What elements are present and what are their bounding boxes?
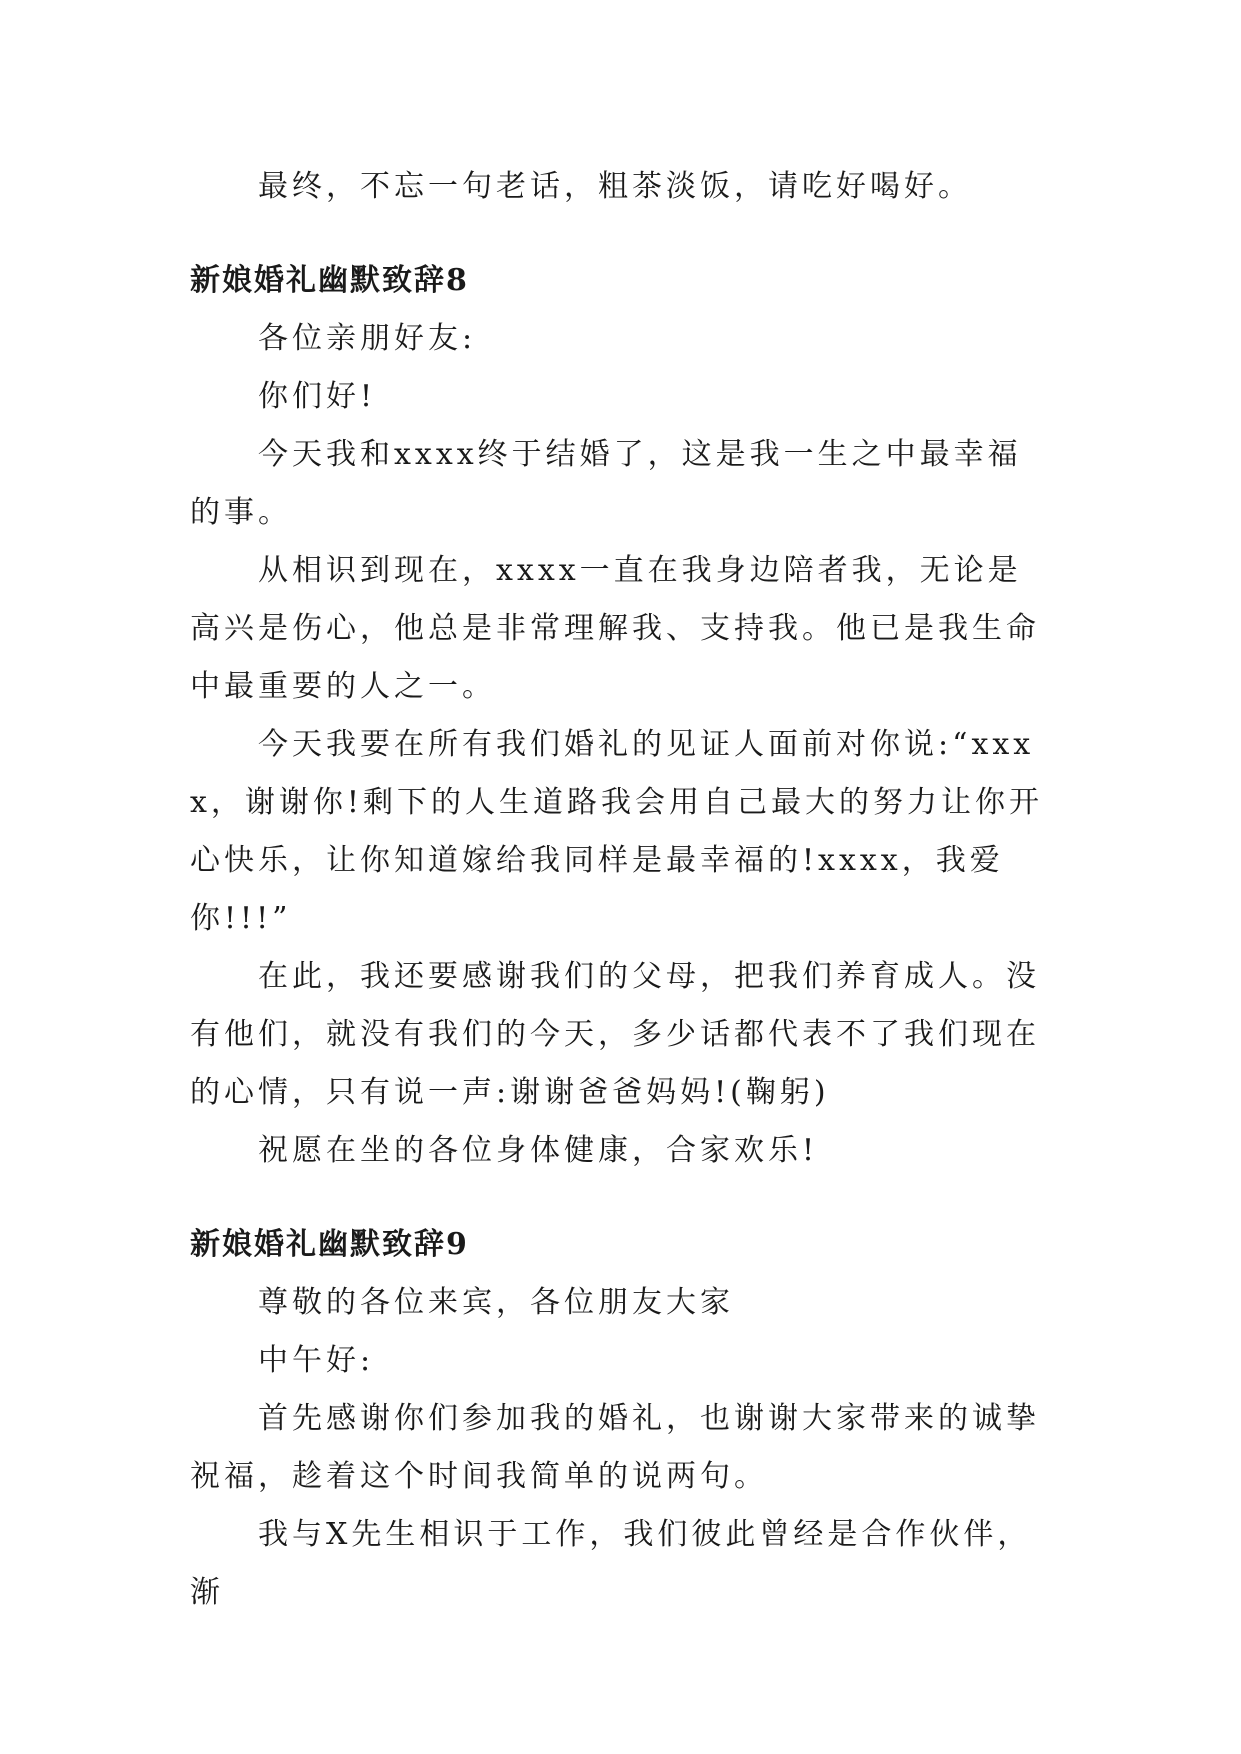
paragraph-9-2: 中午好: [258, 1343, 375, 1378]
section-heading-9: 新娘婚礼幽默致辞9 [190, 1227, 469, 1262]
paragraph-8-7: 祝愿在坐的各位身体健康，合家欢乐! [258, 1133, 819, 1168]
paragraph-9-3: 首先感谢你们参加我的婚礼，也谢谢大家带来的诚挚祝福，趁着这个时间我简单的说两句。 [190, 1401, 1040, 1494]
paragraph-9-1: 尊敬的各位来宾，各位朋友大家 [258, 1285, 734, 1320]
paragraph-9-4: 我与X先生相识于工作，我们彼此曾经是合作伙伴，渐 [190, 1517, 1032, 1610]
paragraph-8-5: 今天我要在所有我们婚礼的见证人面前对你说:“xxxx，谢谢你!剩下的人生道路我会用自己最大的努力让你开心快乐，让你知道嫁给我同样是最幸福的!xxxx，我爱你!!!” [190, 727, 1043, 936]
paragraph-8-6: 在此，我还要感谢我们的父母，把我们养育成人。没有他们，就没有我们的今天，多少话都代表不了我们现在的心情，只有说一声:谢谢爸爸妈妈!(鞠躬) [190, 959, 1040, 1110]
section-heading-8: 新娘婚礼幽默致辞8 [190, 263, 469, 298]
paragraph-8-2: 你们好! [258, 379, 377, 414]
document-content [190, 158, 1050, 1622]
paragraph-8-3: 今天我和xxxx终于结婚了，这是我一生之中最幸福的事。 [190, 437, 1022, 530]
section-8 [190, 252, 1050, 1180]
paragraph-8-4: 从相识到现在，xxxx一直在我身边陪者我，无论是高兴是伤心，他总是非常理解我、支持我。他已是我生命中最重要的人之一。 [190, 553, 1040, 704]
section-9 [190, 1216, 1050, 1622]
intro-paragraph: 最终，不忘一句老话，粗茶淡饭，请吃好喝好。 [258, 169, 972, 204]
paragraph-8-1: 各位亲朋好友: [258, 321, 477, 356]
